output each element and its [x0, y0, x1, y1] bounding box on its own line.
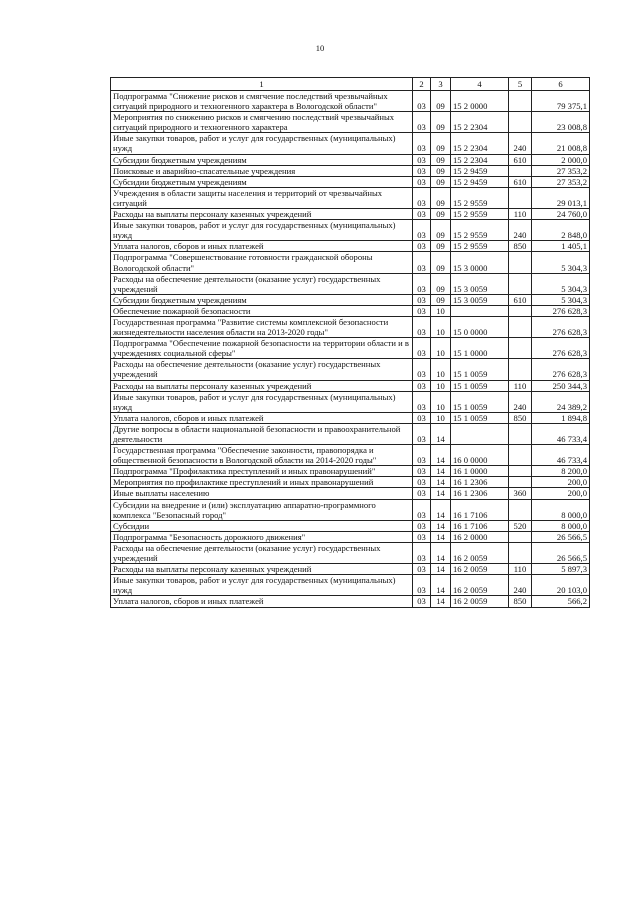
- row-name-cell: Иные выплаты населению: [111, 488, 413, 499]
- row-amount-cell: 5 304,3: [532, 252, 590, 273]
- table-row: [111, 575, 590, 596]
- row-subsection-cell: 14: [431, 520, 451, 531]
- row-amount-cell: 8 000,0: [532, 520, 590, 531]
- row-expense-type-cell: [509, 542, 532, 563]
- row-target-article-cell: 15 2 9559: [451, 241, 509, 252]
- row-amount-cell: 276 628,3: [532, 316, 590, 337]
- row-target-article-cell: 16 2 0000: [451, 531, 509, 542]
- row-name-cell: Подпрограмма "Снижение рисков и смягчение последствий чрезвычайных ситуаций природного и техногенного характера в Вологодской области": [111, 91, 413, 112]
- header-cell-name: 1: [111, 78, 413, 91]
- table-row: [111, 359, 590, 380]
- header-cell-target-article: 4: [451, 78, 509, 91]
- row-subsection-cell: 10: [431, 316, 451, 337]
- row-target-article-cell: 15 1 0059: [451, 380, 509, 391]
- header-cell-expense-type: 5: [509, 78, 532, 91]
- header-row: [111, 78, 590, 91]
- row-subsection-cell: 09: [431, 241, 451, 252]
- row-subsection-cell: 10: [431, 380, 451, 391]
- row-section-cell: 03: [413, 477, 431, 488]
- row-subsection-cell: 09: [431, 252, 451, 273]
- table-row: [111, 520, 590, 531]
- row-expense-type-cell: [509, 477, 532, 488]
- row-subsection-cell: 09: [431, 112, 451, 133]
- row-expense-type-cell: 610: [509, 154, 532, 165]
- page-number: 10: [315, 43, 325, 53]
- row-target-article-cell: 15 2 2304: [451, 112, 509, 133]
- table-row: [111, 154, 590, 165]
- row-subsection-cell: 14: [431, 542, 451, 563]
- table-row: [111, 91, 590, 112]
- row-expense-type-cell: 110: [509, 380, 532, 391]
- row-expense-type-cell: 110: [509, 209, 532, 220]
- row-amount-cell: 200,0: [532, 477, 590, 488]
- table-row: [111, 241, 590, 252]
- row-subsection-cell: 09: [431, 91, 451, 112]
- row-subsection-cell: 09: [431, 165, 451, 176]
- table-row: [111, 466, 590, 477]
- row-name-cell: Государственная программа "Обеспечение законности, правопорядка и общественной безопасности в Вологодской области на 2014-2020 годы": [111, 445, 413, 466]
- row-expense-type-cell: [509, 252, 532, 273]
- table-row: [111, 412, 590, 423]
- row-section-cell: 03: [413, 564, 431, 575]
- row-subsection-cell: 14: [431, 477, 451, 488]
- row-section-cell: 03: [413, 445, 431, 466]
- row-subsection-cell: 09: [431, 294, 451, 305]
- row-name-cell: Уплата налогов, сборов и иных платежей: [111, 241, 413, 252]
- row-target-article-cell: 16 1 2306: [451, 488, 509, 499]
- row-name-cell: Поисковые и аварийно-спасательные учреждения: [111, 165, 413, 176]
- row-amount-cell: 566,2: [532, 596, 590, 607]
- row-section-cell: 03: [413, 520, 431, 531]
- table-row: [111, 252, 590, 273]
- row-amount-cell: 79 375,1: [532, 91, 590, 112]
- row-target-article-cell: 15 2 2304: [451, 154, 509, 165]
- row-amount-cell: 46 733,4: [532, 423, 590, 444]
- row-name-cell: Подпрограмма "Профилактика преступлений и иных правонарушений": [111, 466, 413, 477]
- row-subsection-cell: 14: [431, 575, 451, 596]
- row-name-cell: Иные закупки товаров, работ и услуг для государственных (муниципальных) нужд: [111, 133, 413, 154]
- row-amount-cell: 1 894,8: [532, 412, 590, 423]
- row-section-cell: 03: [413, 241, 431, 252]
- row-name-cell: Субсидии бюджетным учреждениям: [111, 154, 413, 165]
- row-expense-type-cell: 850: [509, 596, 532, 607]
- row-section-cell: 03: [413, 112, 431, 133]
- row-subsection-cell: 14: [431, 596, 451, 607]
- row-section-cell: 03: [413, 542, 431, 563]
- row-amount-cell: 5 897,3: [532, 564, 590, 575]
- row-amount-cell: 2 000,0: [532, 154, 590, 165]
- row-section-cell: 03: [413, 176, 431, 187]
- row-section-cell: 03: [413, 252, 431, 273]
- header-cell-amount: 6: [532, 78, 590, 91]
- row-target-article-cell: 15 2 9459: [451, 176, 509, 187]
- table-row: [111, 596, 590, 607]
- row-subsection-cell: 14: [431, 564, 451, 575]
- row-section-cell: 03: [413, 531, 431, 542]
- row-expense-type-cell: [509, 445, 532, 466]
- row-amount-cell: 26 566,5: [532, 542, 590, 563]
- row-expense-type-cell: [509, 423, 532, 444]
- table-row: [111, 531, 590, 542]
- row-subsection-cell: 09: [431, 154, 451, 165]
- row-section-cell: 03: [413, 596, 431, 607]
- row-target-article-cell: 15 1 0059: [451, 391, 509, 412]
- row-expense-type-cell: 850: [509, 412, 532, 423]
- row-subsection-cell: 10: [431, 412, 451, 423]
- row-amount-cell: 24 389,2: [532, 391, 590, 412]
- row-subsection-cell: 14: [431, 423, 451, 444]
- row-name-cell: Мероприятия по снижению рисков и смягчению последствий чрезвычайных ситуаций природного и техногенного характера: [111, 112, 413, 133]
- row-name-cell: Иные закупки товаров, работ и услуг для государственных (муниципальных) нужд: [111, 391, 413, 412]
- row-section-cell: 03: [413, 154, 431, 165]
- row-expense-type-cell: [509, 112, 532, 133]
- row-section-cell: 03: [413, 338, 431, 359]
- row-target-article-cell: 16 2 0059: [451, 596, 509, 607]
- row-name-cell: Субсидии на внедрение и (или) эксплуатацию аппаратно-программного комплекса "Безопасный город": [111, 499, 413, 520]
- row-name-cell: Иные закупки товаров, работ и услуг для государственных (муниципальных) нужд: [111, 575, 413, 596]
- table-row: [111, 176, 590, 187]
- row-target-article-cell: 16 1 7106: [451, 520, 509, 531]
- table-row: [111, 112, 590, 133]
- table-row: [111, 542, 590, 563]
- row-target-article-cell: 16 2 0059: [451, 542, 509, 563]
- row-amount-cell: 8 200,0: [532, 466, 590, 477]
- row-section-cell: 03: [413, 499, 431, 520]
- row-section-cell: 03: [413, 488, 431, 499]
- row-section-cell: 03: [413, 423, 431, 444]
- row-name-cell: Уплата налогов, сборов и иных платежей: [111, 596, 413, 607]
- row-amount-cell: 200,0: [532, 488, 590, 499]
- row-target-article-cell: 16 1 7106: [451, 499, 509, 520]
- row-name-cell: Подпрограмма "Совершенствование готовности гражданской обороны Вологодской области": [111, 252, 413, 273]
- row-target-article-cell: 15 2 0000: [451, 91, 509, 112]
- row-section-cell: 03: [413, 305, 431, 316]
- row-subsection-cell: 10: [431, 305, 451, 316]
- row-name-cell: Уплата налогов, сборов и иных платежей: [111, 412, 413, 423]
- row-subsection-cell: 09: [431, 220, 451, 241]
- row-target-article-cell: 15 3 0059: [451, 273, 509, 294]
- row-section-cell: 03: [413, 412, 431, 423]
- row-subsection-cell: 10: [431, 338, 451, 359]
- row-amount-cell: 27 353,2: [532, 165, 590, 176]
- row-subsection-cell: 09: [431, 133, 451, 154]
- row-target-article-cell: [451, 423, 509, 444]
- table-row: [111, 564, 590, 575]
- row-subsection-cell: 14: [431, 531, 451, 542]
- row-section-cell: 03: [413, 209, 431, 220]
- row-expense-type-cell: [509, 316, 532, 337]
- row-target-article-cell: 15 2 9559: [451, 220, 509, 241]
- row-expense-type-cell: [509, 165, 532, 176]
- row-expense-type-cell: [509, 466, 532, 477]
- row-target-article-cell: 15 1 0059: [451, 359, 509, 380]
- row-target-article-cell: 16 2 0059: [451, 564, 509, 575]
- row-expense-type-cell: 850: [509, 241, 532, 252]
- table-row: [111, 391, 590, 412]
- row-expense-type-cell: 520: [509, 520, 532, 531]
- row-expense-type-cell: 240: [509, 133, 532, 154]
- row-amount-cell: 20 103,0: [532, 575, 590, 596]
- row-amount-cell: 276 628,3: [532, 338, 590, 359]
- row-subsection-cell: 14: [431, 499, 451, 520]
- table-row: [111, 316, 590, 337]
- table-row: [111, 187, 590, 208]
- row-expense-type-cell: [509, 305, 532, 316]
- row-target-article-cell: 15 2 9459: [451, 165, 509, 176]
- row-target-article-cell: 15 1 0000: [451, 338, 509, 359]
- table-row: [111, 220, 590, 241]
- row-expense-type-cell: [509, 187, 532, 208]
- row-section-cell: 03: [413, 359, 431, 380]
- row-expense-type-cell: [509, 531, 532, 542]
- row-subsection-cell: 14: [431, 445, 451, 466]
- table-row: [111, 209, 590, 220]
- row-expense-type-cell: [509, 338, 532, 359]
- row-name-cell: Субсидии: [111, 520, 413, 531]
- table-row: [111, 165, 590, 176]
- row-subsection-cell: 09: [431, 176, 451, 187]
- row-target-article-cell: 15 0 0000: [451, 316, 509, 337]
- row-expense-type-cell: 240: [509, 391, 532, 412]
- row-target-article-cell: 16 2 0059: [451, 575, 509, 596]
- table-row: [111, 273, 590, 294]
- table-row: [111, 499, 590, 520]
- row-section-cell: 03: [413, 91, 431, 112]
- row-section-cell: 03: [413, 316, 431, 337]
- row-name-cell: Расходы на выплаты персоналу казенных учреждений: [111, 380, 413, 391]
- row-amount-cell: 24 760,0: [532, 209, 590, 220]
- row-section-cell: 03: [413, 273, 431, 294]
- table-row: [111, 380, 590, 391]
- row-name-cell: Расходы на выплаты персоналу казенных учреждений: [111, 564, 413, 575]
- row-expense-type-cell: 240: [509, 575, 532, 596]
- row-section-cell: 03: [413, 220, 431, 241]
- row-section-cell: 03: [413, 133, 431, 154]
- table-row: [111, 133, 590, 154]
- row-expense-type-cell: 360: [509, 488, 532, 499]
- row-section-cell: 03: [413, 187, 431, 208]
- row-expense-type-cell: 110: [509, 564, 532, 575]
- row-section-cell: 03: [413, 575, 431, 596]
- row-section-cell: 03: [413, 380, 431, 391]
- row-subsection-cell: 09: [431, 209, 451, 220]
- row-amount-cell: 276 628,3: [532, 305, 590, 316]
- row-amount-cell: 276 628,3: [532, 359, 590, 380]
- row-name-cell: Иные закупки товаров, работ и услуг для государственных (муниципальных) нужд: [111, 220, 413, 241]
- row-amount-cell: 5 304,3: [532, 294, 590, 305]
- row-amount-cell: 29 013,1: [532, 187, 590, 208]
- row-amount-cell: 27 353,2: [532, 176, 590, 187]
- table-row: [111, 305, 590, 316]
- row-name-cell: Государственная программа "Развитие системы комплексной безопасности жизнедеятельности населения области на 2013-2020 годы": [111, 316, 413, 337]
- row-target-article-cell: 16 0 0000: [451, 445, 509, 466]
- row-subsection-cell: 09: [431, 273, 451, 294]
- row-subsection-cell: 09: [431, 187, 451, 208]
- row-amount-cell: 46 733,4: [532, 445, 590, 466]
- row-expense-type-cell: [509, 273, 532, 294]
- row-section-cell: 03: [413, 165, 431, 176]
- row-amount-cell: 5 304,3: [532, 273, 590, 294]
- row-name-cell: Расходы на обеспечение деятельности (оказание услуг) государственных учреждений: [111, 542, 413, 563]
- row-expense-type-cell: 610: [509, 294, 532, 305]
- row-target-article-cell: 15 3 0059: [451, 294, 509, 305]
- table-row: [111, 477, 590, 488]
- row-section-cell: 03: [413, 391, 431, 412]
- row-target-article-cell: 15 2 2304: [451, 133, 509, 154]
- row-name-cell: Субсидии бюджетным учреждениям: [111, 294, 413, 305]
- row-name-cell: Подпрограмма "Безопасность дорожного движения": [111, 531, 413, 542]
- row-name-cell: Расходы на обеспечение деятельности (оказание услуг) государственных учреждений: [111, 273, 413, 294]
- table-row: [111, 445, 590, 466]
- row-amount-cell: 26 566,5: [532, 531, 590, 542]
- row-subsection-cell: 10: [431, 391, 451, 412]
- row-subsection-cell: 14: [431, 466, 451, 477]
- row-name-cell: Расходы на выплаты персоналу казенных учреждений: [111, 209, 413, 220]
- row-name-cell: Другие вопросы в области национальной безопасности и правоохранительной деятельности: [111, 423, 413, 444]
- table-row: [111, 488, 590, 499]
- row-amount-cell: 250 344,3: [532, 380, 590, 391]
- row-subsection-cell: 10: [431, 359, 451, 380]
- row-amount-cell: 23 008,8: [532, 112, 590, 133]
- row-expense-type-cell: [509, 499, 532, 520]
- header-cell-subsection: 3: [431, 78, 451, 91]
- table-row: [111, 423, 590, 444]
- row-expense-type-cell: 610: [509, 176, 532, 187]
- row-expense-type-cell: [509, 359, 532, 380]
- row-name-cell: Мероприятия по профилактике преступлений и иных правонарушений: [111, 477, 413, 488]
- row-amount-cell: 21 008,8: [532, 133, 590, 154]
- table-row: [111, 338, 590, 359]
- row-name-cell: Субсидии бюджетным учреждениям: [111, 176, 413, 187]
- row-expense-type-cell: [509, 91, 532, 112]
- row-target-article-cell: 15 1 0059: [451, 412, 509, 423]
- row-amount-cell: 2 848,0: [532, 220, 590, 241]
- row-target-article-cell: 15 2 9559: [451, 187, 509, 208]
- row-name-cell: Учреждения в области защиты населения и территорий от чрезвычайных ситуаций: [111, 187, 413, 208]
- row-amount-cell: 1 405,1: [532, 241, 590, 252]
- table-row: [111, 294, 590, 305]
- row-target-article-cell: 16 1 2306: [451, 477, 509, 488]
- row-target-article-cell: 16 1 0000: [451, 466, 509, 477]
- row-name-cell: Обеспечение пожарной безопасности: [111, 305, 413, 316]
- row-expense-type-cell: 240: [509, 220, 532, 241]
- row-name-cell: Подпрограмма "Обеспечение пожарной безопасности на территории области и в учреждениях социальной сферы": [111, 338, 413, 359]
- row-subsection-cell: 14: [431, 488, 451, 499]
- row-target-article-cell: 15 2 9559: [451, 209, 509, 220]
- budget-table: [110, 77, 590, 608]
- row-target-article-cell: [451, 305, 509, 316]
- row-amount-cell: 8 000,0: [532, 499, 590, 520]
- row-section-cell: 03: [413, 294, 431, 305]
- row-target-article-cell: 15 3 0000: [451, 252, 509, 273]
- header-cell-section: 2: [413, 78, 431, 91]
- row-name-cell: Расходы на обеспечение деятельности (оказание услуг) государственных учреждений: [111, 359, 413, 380]
- row-section-cell: 03: [413, 466, 431, 477]
